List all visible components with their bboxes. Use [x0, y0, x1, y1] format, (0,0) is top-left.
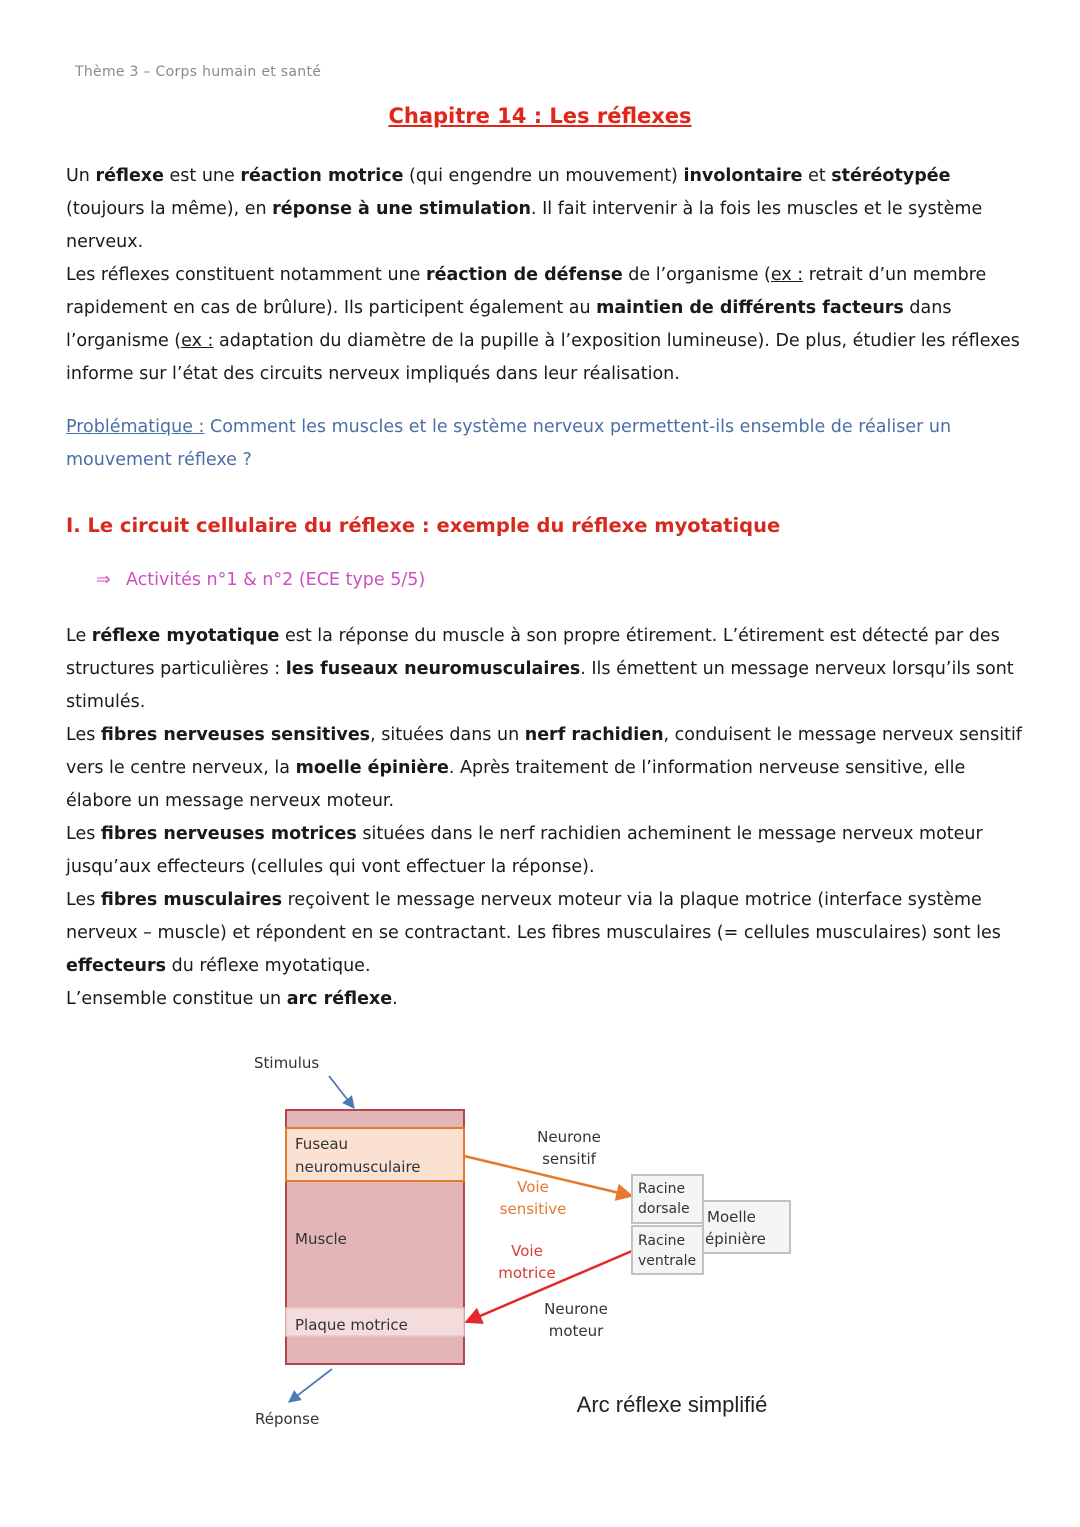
problematique-text: Comment les muscles et le système nerveux permettent-ils ensemble de réaliser un mouvement réflexe ?: [66, 417, 952, 470]
intro-paragraph-2: Les réflexes constituent notamment une réaction de défense de l’organisme (ex : retrait d’un membre rapidement en cas de brûlure). Ils participent également au maintien de différents facteurs dans l’organisme (ex : adaptation du diamètre de la pupille à l’exposition lumineuse). De plus, étudier les réflexes informe sur l’état des circuits nerveux impliqués dans leur réalisation.: [66, 265, 1020, 384]
voie-motrice-label-1: Voie: [511, 1242, 543, 1260]
activity-text: Activités n°1 & n°2 (ECE type 5/5): [126, 570, 426, 590]
plaque-motrice-label: Plaque motrice: [295, 1316, 408, 1334]
diagram-caption: Arc réflexe simplifié: [576, 1392, 768, 1417]
section-paragraph-1: Le réflexe myotatique est la réponse du muscle à son propre étirement. L’étirement est détecté par des structures particulières : les fuseaux neuromusculaires. Ils émettent un message nerveux lorsqu’ils sont stimulés.: [66, 626, 1014, 712]
section-paragraph-5: L’ensemble constitue un arc réflexe.: [66, 989, 398, 1009]
reponse-arrow: [289, 1369, 332, 1402]
neurone-sensitif-label-2: sensitif: [542, 1150, 596, 1168]
moelle-label-1: Moelle: [707, 1208, 756, 1226]
voie-motrice-label-2: motrice: [498, 1264, 556, 1282]
neurone-moteur-label-2: moteur: [548, 1322, 604, 1340]
intro-paragraph-1: Un réflexe est une réaction motrice (qui engendre un mouvement) involontaire et stéréotypée (toujours la même), en réponse à une stimulation. Il fait intervenir à la fois les muscles et le système nerveux.: [66, 166, 983, 252]
fuseau-label-1: Fuseau: [295, 1135, 349, 1153]
implies-arrow-icon: ⇒: [96, 570, 111, 590]
section-paragraph-4: Les fibres musculaires reçoivent le message nerveux moteur via la plaque motrice (interface système nerveux – muscle) et répondent en se contractant. Les fibres musculaires (= cellules musculaires) sont les effecteurs du réflexe myotatique.: [66, 890, 1001, 976]
stimulus-label: Stimulus: [254, 1054, 320, 1072]
section-paragraph-2: Les fibres nerveuses sensitives, situées dans un nerf rachidien, conduisent le message nerveux sensitif vers le centre nerveux, la moelle épinière. Après traitement de l’information nerveuse sensitive, elle élabore un message nerveux moteur.: [66, 725, 1022, 811]
neurone-moteur-label-1: Neurone: [544, 1300, 608, 1318]
racine-ventrale-label-1: Racine: [638, 1233, 686, 1249]
theme-header: Thème 3 – Corps humain et santé: [75, 64, 322, 80]
moelle-label-2: épinière: [705, 1230, 766, 1248]
racine-dorsale-label-2: dorsale: [638, 1201, 690, 1217]
chapter-title: Chapitre 14 : Les réflexes: [388, 104, 692, 128]
problematique-label: Problématique :: [66, 417, 205, 437]
voie-sensitive-label-1: Voie: [517, 1178, 549, 1196]
section-heading: I. Le circuit cellulaire du réflexe : exemple du réflexe myotatique: [66, 514, 781, 537]
section-paragraph-3: Les fibres nerveuses motrices situées dans le nerf rachidien acheminent le message nerveux moteur jusqu’aux effecteurs (cellules qui vont effectuer la réponse).: [66, 824, 983, 877]
reponse-label: Réponse: [255, 1410, 320, 1428]
neurone-sensitif-label-1: Neurone: [537, 1128, 601, 1146]
fuseau-label-2: neuromusculaire: [295, 1158, 421, 1176]
racine-ventrale-label-2: ventrale: [638, 1253, 697, 1269]
muscle-label: Muscle: [295, 1230, 347, 1248]
voie-sensitive-label-2: sensitive: [499, 1200, 567, 1218]
stimulus-arrow: [329, 1076, 354, 1108]
racine-dorsale-label-1: Racine: [638, 1181, 686, 1197]
